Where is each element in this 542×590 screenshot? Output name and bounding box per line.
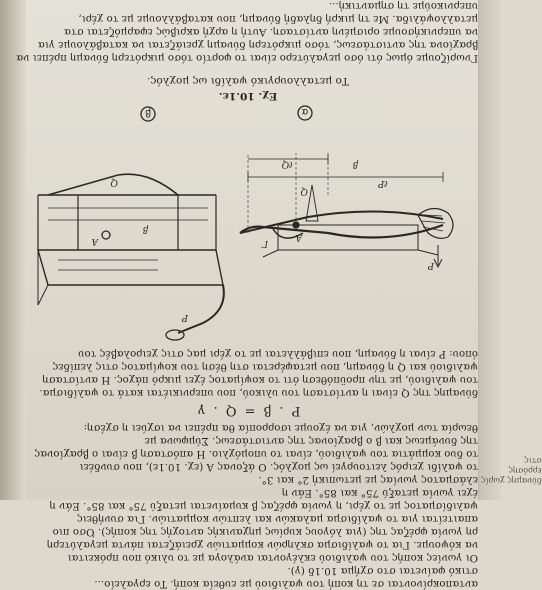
text-line: δύναμης της Q είναι η αντίσταση του υλικού, που υπερνικιέται κατά το ψαλίδισμα. <box>39 387 478 398</box>
lever-formula: P . β = Q . γ <box>195 403 301 418</box>
text-line: θεωρία των μοχλών, για να έχουμε ισορροπία θα πρέπει να ισχύει η σχέση: <box>83 422 478 433</box>
upper-handle <box>240 211 443 233</box>
text-line: όπου: P είναι η δύναμη, που επιβάλλεται με το χέρι μας στις χειρολαβές του <box>78 348 478 359</box>
next-page-text <box>481 455 542 485</box>
label-p: P <box>427 260 434 270</box>
label-lp: ℓP <box>378 178 388 188</box>
text-line: έχει γωνία μεταξύ 75° και 85°. Εάν η <box>281 487 478 498</box>
lower-handle <box>240 225 443 238</box>
text-line: ελάσματος γωνίας με μετωπική 2° και 3°. <box>258 474 478 485</box>
figure-caption: Εχ. 10.1ε. <box>218 90 278 102</box>
panel-alpha <box>240 106 453 270</box>
label-p-beta: P <box>181 312 188 322</box>
label-a-beta: A <box>91 236 98 246</box>
figure-title: Το μεταλλουργικό ψαλίδι ως μοχλός. <box>147 75 349 87</box>
next-page-line: στις <box>524 456 542 465</box>
label-beta: β <box>352 159 358 169</box>
text-line: να κόψουμε. Για το ψαλίδισμα σκληρών κομματιών χρειάζεται πάντα μεγαλύτερη <box>46 539 478 550</box>
panel-beta <box>38 107 224 340</box>
bench-shear-base <box>38 250 223 285</box>
force-p-arrow <box>434 245 442 267</box>
text-line: Οι γωνίες κοπής του ψαλιδιού εκλέγονται ανάλογα με το υλικό που πρόκειται <box>67 552 478 563</box>
label-beta-beta: β <box>142 224 148 234</box>
text-line: ρη γωνία φρέζας της (για λόγους κυρίως μηχανικής αντοχής της κοπής). Όσο πιο <box>52 526 478 537</box>
pivot-b <box>102 231 110 239</box>
next-page-line: ερρόσης <box>508 466 542 475</box>
text-line: ψαλιδιού και Q η δύναμη, που μεταφέρεται στη θέση του κοψίματος στις λεπίδες <box>52 361 478 372</box>
figure-shears <box>18 105 478 345</box>
text-line: της δυνάμεως και β ο βραχίονας της αντιστάσεως. Σύμφωνα με <box>144 435 478 446</box>
label-a: A <box>295 232 302 242</box>
hand-drawing <box>418 208 453 238</box>
textbook-page <box>16 0 478 589</box>
label-gamma: Γ <box>261 238 268 248</box>
text-line: το δυο κομμάτια του ψαλιδιού, είναι το υπομόχλιο. Η απόσταση β είναι ο βραχίονας <box>34 448 478 459</box>
next-page-line: δύναμης χωρίς <box>481 476 542 485</box>
dim-lp <box>248 172 443 182</box>
text-line: του ψαλιδιού, με την προϋπόθεση ότι το κοψίματος έχει μικρό πάχος. Η αντίσταση <box>42 374 478 385</box>
label-q-beta: Q <box>110 177 118 187</box>
text-line: το ψαλίδι χειρός λειτουργεί ως μοχλός. Ο άξονας Α (εχ. 10.1ε), που συνδέει <box>79 461 478 472</box>
text-line: να υπερνικήσουμε ορισμένη αντίσταση. Αυτή η αρχή ακριβώς εφαρμόζεται στα <box>63 26 478 37</box>
next-page-edge <box>478 0 542 500</box>
panel-alpha-label: α <box>301 106 309 117</box>
panel-beta-label: β <box>144 107 152 118</box>
text-line: υπερνικούμε τη σημαντική... <box>328 0 478 11</box>
text-line: στικό φαίνεται στο σχήμα 10.1δ (γ). <box>287 565 478 576</box>
bench-shear-lever <box>178 285 224 333</box>
text-line: μεταλλοψάλιδα. Με τη μικρή δηλαδή δύναμη, που καταβάλλουμε με το χέρι, <box>78 13 478 24</box>
lever-grip <box>166 330 184 340</box>
text-line: βραχίονα της αντιστάσεως, τόσο μικρότερη δύναμη χρειάζεται να καταβάλουμε για <box>37 39 478 50</box>
text-line: ψαλιδίσματος με το χέρι, η γωνία φρέζας β κυμαίνεται μεταξύ 75° και 85°. Εάν η <box>49 500 478 511</box>
label-lq: ℓQ <box>281 159 293 169</box>
label-q: Q <box>300 186 308 196</box>
text-line: απαιτείται για το ψαλίδισμα μαλακών και λεπτών κομματιών. Για συνήθεις <box>76 513 478 524</box>
text-line: ανταποκρίνονται σε τη κοπή του ψαλιδιού με ευθεία κοπή. Το εργαλείο... <box>94 578 478 589</box>
text-line: Γνωρίζουμε όμως ότι όσο μεγαλύτερο είναι το φορτίο τόσο μικρότερη δύναμη πρέπει να <box>16 52 478 63</box>
